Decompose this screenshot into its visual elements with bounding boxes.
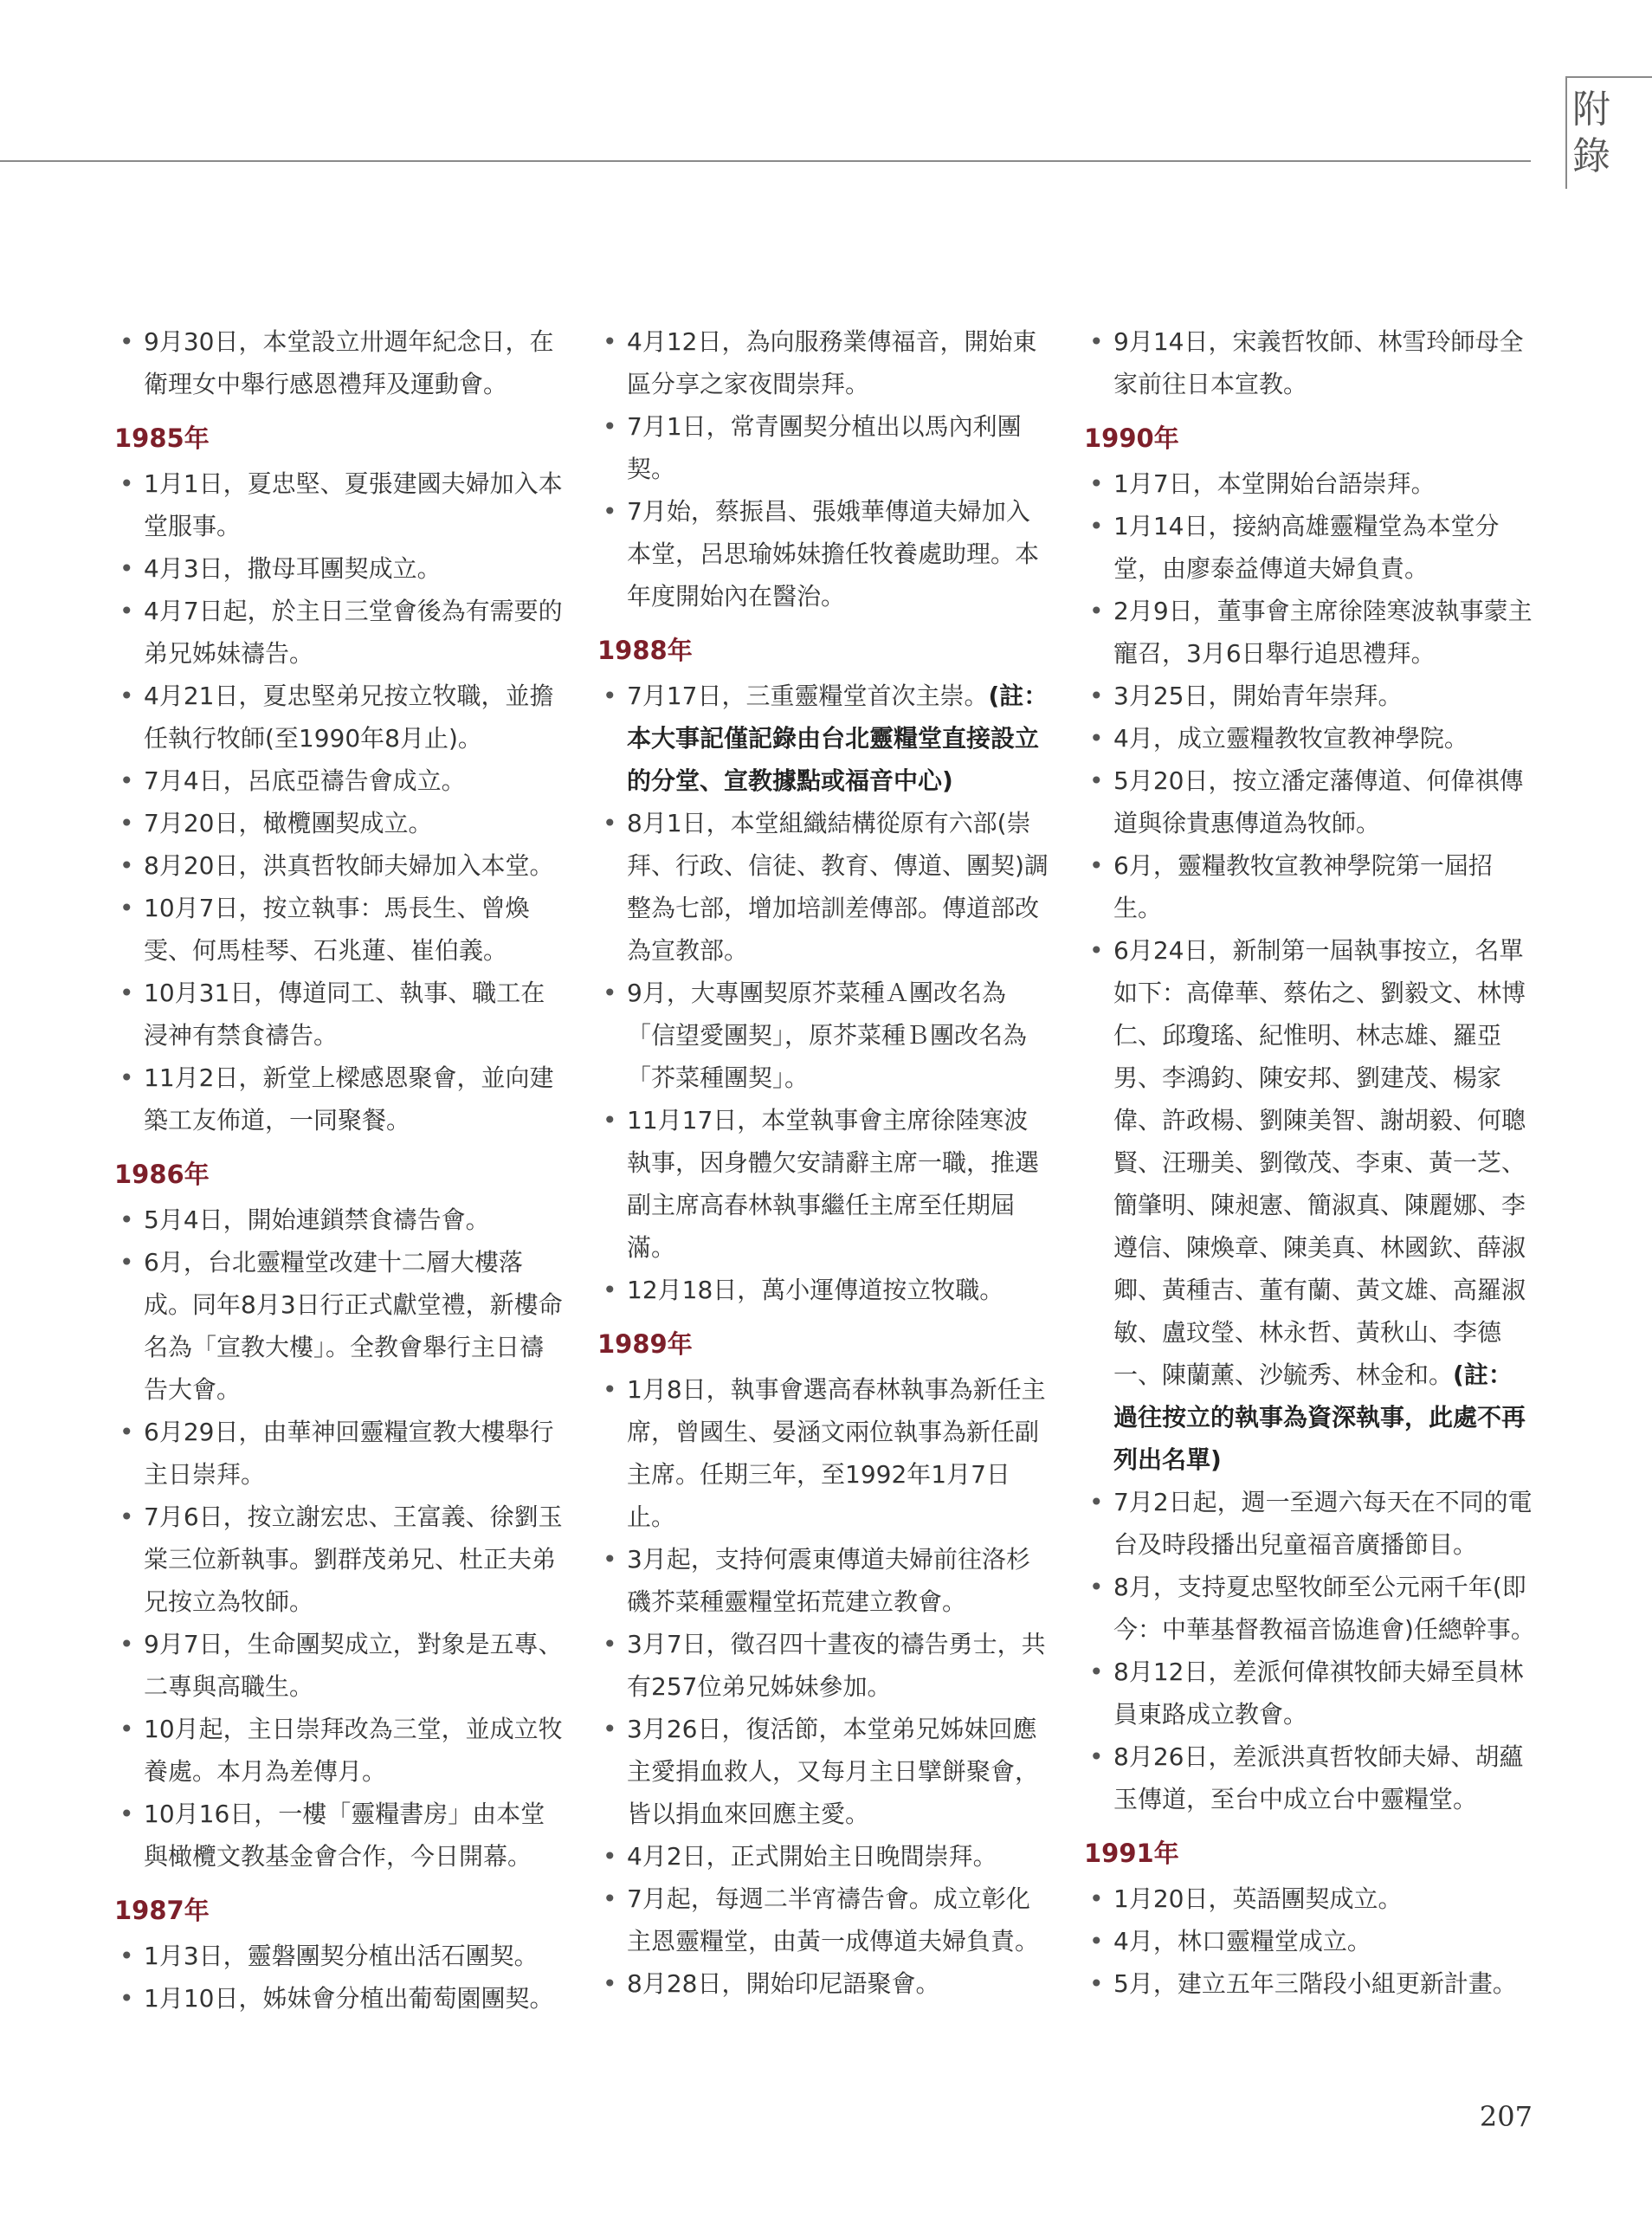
entry-text: 7月1日，常青團契分植出以馬內利團契。 <box>627 412 1022 483</box>
entry-text: 10月7日，按立執事：馬長生、曾煥雯、何馬桂琴、石兆蓮、崔伯義。 <box>144 894 530 965</box>
timeline-entry <box>1084 462 1536 505</box>
year-heading: 1989年 <box>597 1329 693 1359</box>
timeline-entry <box>597 1962 1049 2005</box>
page-number: 207 <box>1479 2100 1533 2133</box>
entry-text: 6月，台北靈糧堂改建十二層大樓落成。同年8月3日行正式獻堂禮，新樓命名為「宣教大樓」。全教會舉行主日禱告大會。 <box>144 1248 563 1404</box>
timeline-entry <box>597 802 1049 972</box>
entry-note: (註：過往按立的執事為資深執事，此處不再列出名單) <box>1113 1361 1526 1474</box>
timeline-entry <box>114 1623 566 1708</box>
timeline-entry <box>114 887 566 972</box>
entry-text: 3月26日，復活節，本堂弟兄姊妹回應主愛捐血救人，又每月主日擘餅聚會，皆以捐血來回應主愛。 <box>627 1715 1040 1828</box>
entry-text: 1月7日，本堂開始台語崇拜。 <box>1113 469 1436 498</box>
entry-text: 9月14日，宋義哲牧師、林雪玲師母全家前往日本宣教。 <box>1113 327 1524 398</box>
timeline-entry <box>114 844 566 887</box>
year-heading: 1985年 <box>114 423 210 453</box>
entry-text: 8月12日，差派何偉祺牧師夫婦至員林員東路成立教會。 <box>1113 1658 1524 1729</box>
timeline-entry <box>1084 1481 1536 1566</box>
timeline-entry <box>114 320 566 405</box>
entry-text: 4月21日，夏忠堅弟兄按立牧職，並擔任執行牧師(至1990年8月止)。 <box>144 682 554 753</box>
entry-text: 7月17日，三重靈糧堂首次主崇。 <box>627 682 989 710</box>
timeline-entry <box>597 1099 1049 1269</box>
entry-text: 4月3日，撒母耳團契成立。 <box>144 554 442 583</box>
year-heading: 1986年 <box>114 1160 210 1189</box>
year-heading: 1990年 <box>1084 423 1179 453</box>
entry-text: 7月20日，橄欖團契成立。 <box>144 809 433 837</box>
entry-text: 5月20日，按立潘定藩傳道、何偉祺傳道與徐貴惠傳道為牧師。 <box>1113 766 1524 837</box>
entry-text: 1月8日，執事會選高春林執事為新任主席，曾國生、晏涵文兩位執事為新任副主席。任期三年，至1992年1月7日止。 <box>627 1375 1046 1531</box>
entry-text: 9月，大專團契原芥菜種Ａ團改名為「信望愛團契」，原芥菜種Ｂ團改名為「芥菜種團契」。 <box>627 979 1028 1092</box>
timeline-entry <box>114 759 566 802</box>
entry-text: 9月7日，生命團契成立，對象是五專、二專與高職生。 <box>144 1630 563 1701</box>
timeline-entry <box>597 1269 1049 1311</box>
timeline-entry <box>114 1708 566 1793</box>
timeline-entry <box>114 1057 566 1141</box>
timeline-entry <box>1084 675 1536 717</box>
timeline-entry <box>597 1368 1049 1538</box>
timeline-entry <box>1084 1962 1536 2005</box>
timeline-entry <box>114 972 566 1057</box>
timeline-entry <box>114 1411 566 1496</box>
entry-text: 3月7日，徵召四十晝夜的禱告勇士，共有257位弟兄姊妹參加。 <box>627 1630 1046 1701</box>
entry-text: 4月，成立靈糧教牧宣教神學院。 <box>1113 724 1468 753</box>
header-rule <box>0 160 1531 162</box>
entry-text: 1月20日，英語團契成立。 <box>1113 1884 1403 1913</box>
year-heading: 1991年 <box>1084 1839 1179 1868</box>
entry-text: 7月4日，呂底亞禱告會成立。 <box>144 766 466 795</box>
entry-text: 1月1日，夏忠堅、夏張建國夫婦加入本堂服事。 <box>144 469 563 540</box>
timeline-entry <box>597 972 1049 1099</box>
timeline-entry <box>114 802 566 844</box>
timeline-entry <box>114 590 566 675</box>
timeline-entry <box>114 1199 566 1241</box>
timeline-entry <box>597 405 1049 490</box>
section-tab-top-rule <box>1565 76 1652 78</box>
timeline-entry <box>114 1935 566 1977</box>
entry-text: 6月29日，由華神回靈糧宣教大樓舉行主日崇拜。 <box>144 1418 554 1489</box>
entry-text: 12月18日，萬小運傳道按立牧職。 <box>627 1276 1004 1304</box>
timeline-column-1 <box>114 320 566 2020</box>
entry-text: 10月16日，一樓「靈糧書房」由本堂與橄欖文教基金會合作，今日開幕。 <box>144 1800 545 1871</box>
entry-text: 1月10日，姊妹會分植出葡萄園團契。 <box>144 1984 554 2013</box>
entry-text: 4月12日，為向服務業傳福音，開始東區分享之家夜間崇拜。 <box>627 327 1037 398</box>
section-label: 附錄 <box>1572 87 1610 178</box>
entry-text: 4月，林口靈糧堂成立。 <box>1113 1927 1371 1955</box>
timeline-entry <box>1084 1878 1536 1920</box>
timeline-entry <box>1084 590 1536 675</box>
entry-text: 5月4日，開始連鎖禁食禱告會。 <box>144 1205 490 1234</box>
timeline-entry <box>1084 1651 1536 1735</box>
timeline-entry <box>597 1538 1049 1623</box>
timeline-entry <box>1084 505 1536 590</box>
timeline-entry <box>1084 844 1536 929</box>
entry-text: 4月7日起，於主日三堂會後為有需要的弟兄姊妹禱告。 <box>144 597 563 668</box>
timeline-entry <box>597 675 1049 802</box>
timeline-entry <box>597 490 1049 617</box>
entry-text: 8月20日，洪真哲牧師夫婦加入本堂。 <box>144 851 554 880</box>
entry-text: 8月26日，差派洪真哲牧師夫婦、胡蘊玉傳道，至台中成立台中靈糧堂。 <box>1113 1742 1524 1813</box>
timeline-entry <box>114 675 566 759</box>
timeline-entry <box>597 1878 1049 1962</box>
entry-text: 7月6日，按立謝宏忠、王富義、徐劉玉棠三位新執事。劉群茂弟兄、杜正夫弟兄按立為牧師。 <box>144 1503 563 1616</box>
timeline-entry <box>1084 759 1536 844</box>
timeline-entry <box>114 462 566 547</box>
timeline-entry <box>1084 717 1536 759</box>
entry-text: 8月，支持夏忠堅牧師至公元兩千年(即今：中華基督教福音協進會)任總幹事。 <box>1113 1573 1535 1644</box>
entry-text: 11月2日，新堂上樑感恩聚會，並向建築工友佈道，一同聚餐。 <box>144 1063 554 1134</box>
timeline-entry <box>1084 1735 1536 1820</box>
timeline-entry <box>1084 1566 1536 1651</box>
entry-text: 7月2日起，週一至週六每天在不同的電台及時段播出兒童福音廣播節目。 <box>1113 1488 1533 1559</box>
timeline-entry <box>114 1793 566 1878</box>
entry-text: 10月起，主日崇拜改為三堂，並成立牧養處。本月為差傳月。 <box>144 1715 563 1786</box>
timeline-entry <box>597 1835 1049 1878</box>
entry-text: 6月，靈糧教牧宣教神學院第一屆招生。 <box>1113 851 1493 922</box>
timeline-entry <box>114 1241 566 1411</box>
entry-text: 7月始，蔡振昌、張娥華傳道夫婦加入本堂，呂思瑜姊妹擔任牧養處助理。本年度開始內在醫治。 <box>627 497 1040 611</box>
timeline-entry <box>597 1623 1049 1708</box>
timeline-entry <box>597 320 1049 405</box>
entry-text: 6月24日，新制第一屆執事按立，名單如下：高偉華、蔡佑之、劉毅文、林博仁、邱瓊瑤、紀惟明、林志雄、羅亞男、李鴻鈞、陳安邦、劉建茂、楊家偉、許政楊、劉陳美智、謝胡毅、何聰賢、汪珊美、劉徵茂、李東、黃一芝、簡肇明、陳昶憲、簡淑真、陳麗娜、李遵信、陳煥章、陳美真、林國欽、薛淑卿、黃種吉、董有蘭、黃文雄、高羅淑敏、盧玟瑩、林永哲、黃秋山、李德一、陳蘭薰、沙毓秀、林金和。 <box>1113 936 1526 1389</box>
entry-text: 3月起，支持何震東傳道夫婦前往洛杉磯芥菜種靈糧堂拓荒建立教會。 <box>627 1545 1030 1616</box>
entry-text: 1月3日，靈磐團契分植出活石團契。 <box>144 1942 539 1970</box>
year-heading: 1988年 <box>597 636 693 665</box>
timeline-entry <box>597 1708 1049 1835</box>
timeline-column-3 <box>1084 320 1536 2005</box>
timeline-entry <box>114 547 566 590</box>
timeline-entry <box>1084 1920 1536 1962</box>
entry-text: 5月，建立五年三階段小組更新計畫。 <box>1113 1969 1517 1998</box>
entry-text: 10月31日，傳道同工、執事、職工在浸神有禁食禱告。 <box>144 979 545 1050</box>
entry-text: 2月9日，董事會主席徐陸寒波執事蒙主寵召，3月6日舉行追思禮拜。 <box>1113 597 1533 668</box>
year-heading: 1987年 <box>114 1896 210 1925</box>
entry-text: 7月起，每週二半宵禱告會。成立彰化主恩靈糧堂，由黃一成傳道夫婦負責。 <box>627 1884 1040 1955</box>
entry-text: 4月2日，正式開始主日晚間崇拜。 <box>627 1842 997 1871</box>
entry-note: (註：本大事記僅記錄由台北靈糧堂直接設立的分堂、宣教據點或福音中心) <box>627 682 1049 795</box>
entry-text: 11月17日，本堂執事會主席徐陸寒波執事，因身體欠安請辭主席一職，推選副主席高春林執事繼任主席至任期屆滿。 <box>627 1106 1040 1262</box>
entry-text: 8月1日，本堂組織結構從原有六部(崇拜、行政、信徒、教育、傳道、團契)調整為七部，增加培訓差傳部。傳道部改為宣教部。 <box>627 809 1049 965</box>
timeline-entry <box>114 1977 566 2020</box>
timeline-entry <box>1084 929 1536 1481</box>
timeline-entry <box>114 1496 566 1623</box>
entry-text: 1月14日，接納高雄靈糧堂為本堂分堂，由廖泰益傳道夫婦負責。 <box>1113 512 1500 583</box>
entry-text: 9月30日，本堂設立卅週年紀念日，在衛理女中舉行感恩禮拜及運動會。 <box>144 327 554 398</box>
entry-text: 8月28日，開始印尼語聚會。 <box>627 1969 940 1998</box>
timeline-entry <box>1084 320 1536 405</box>
timeline-column-2 <box>597 320 1049 2005</box>
entry-text: 3月25日，開始青年崇拜。 <box>1113 682 1403 710</box>
